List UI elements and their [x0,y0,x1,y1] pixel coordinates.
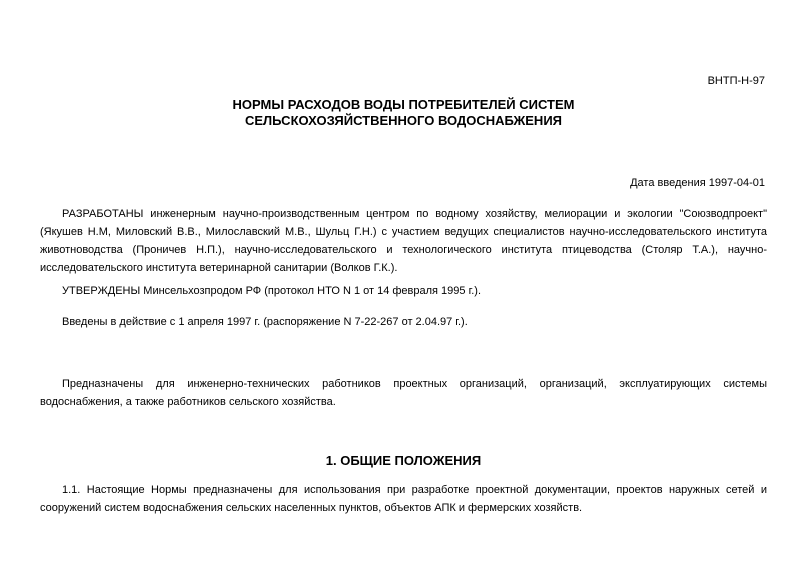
developed-by-paragraph [40,205,767,277]
document-code: ВНТП-Н-97 [707,75,765,87]
approved-text: Минсельхозпродом РФ (протокол НТО N 1 от 14 февраля 1995 г.). [140,285,482,297]
document-title-line-1: НОРМЫ РАСХОДОВ ВОДЫ ПОТРЕБИТЕЛЕЙ СИСТЕМ [232,97,575,112]
developed-text: инженерным научно-производственным центром по водному хозяйству, мелиорации и экологии "Союзводпроект" (Якушев Н.М, Миловский В.В., Милославский М.В., Шульц Г.Н.) с участием ведущих специалистов научно-исследовательского института животноводства (Проничев Н.П.), научно-исследовательского и технологического института птицеводства (Столяр Т.А.), научно-исследовательского института ветеринарной санитарии (Волков Г.К.). [40,208,767,274]
introduction-date: Дата введения 1997-04-01 [630,177,765,189]
clause-1-1-paragraph: 1.1. Настоящие Нормы предназначены для использования при разработке проектной документации, проектов наружных сетей и сооружений систем водоснабжения сельских населенных пунктов, объектов АПК и фермерских хозяйств. [40,484,767,514]
approved-keyword: УТВЕРЖДЕНЫ [62,285,141,297]
section-heading-general-provisions: 1. ОБЩИЕ ПОЛОЖЕНИЯ [325,453,482,468]
approved-by-paragraph [40,282,767,300]
purpose-paragraph: Предназначены для инженерно-технических работников проектных организаций, организаций, эксплуатирующих системы водоснабжения, а также работников сельского хозяйства. [40,378,767,408]
effective-date-paragraph: Введены в действие с 1 апреля 1997 г. (распоряжение N 7-22-267 от 2.04.97 г.). [62,316,468,328]
document-title-line-2: СЕЛЬСКОХОЗЯЙСТВЕННОГО ВОДОСНАБЖЕНИЯ [244,113,563,128]
document-title [40,97,767,129]
developed-keyword: РАЗРАБОТАНЫ [62,208,144,220]
